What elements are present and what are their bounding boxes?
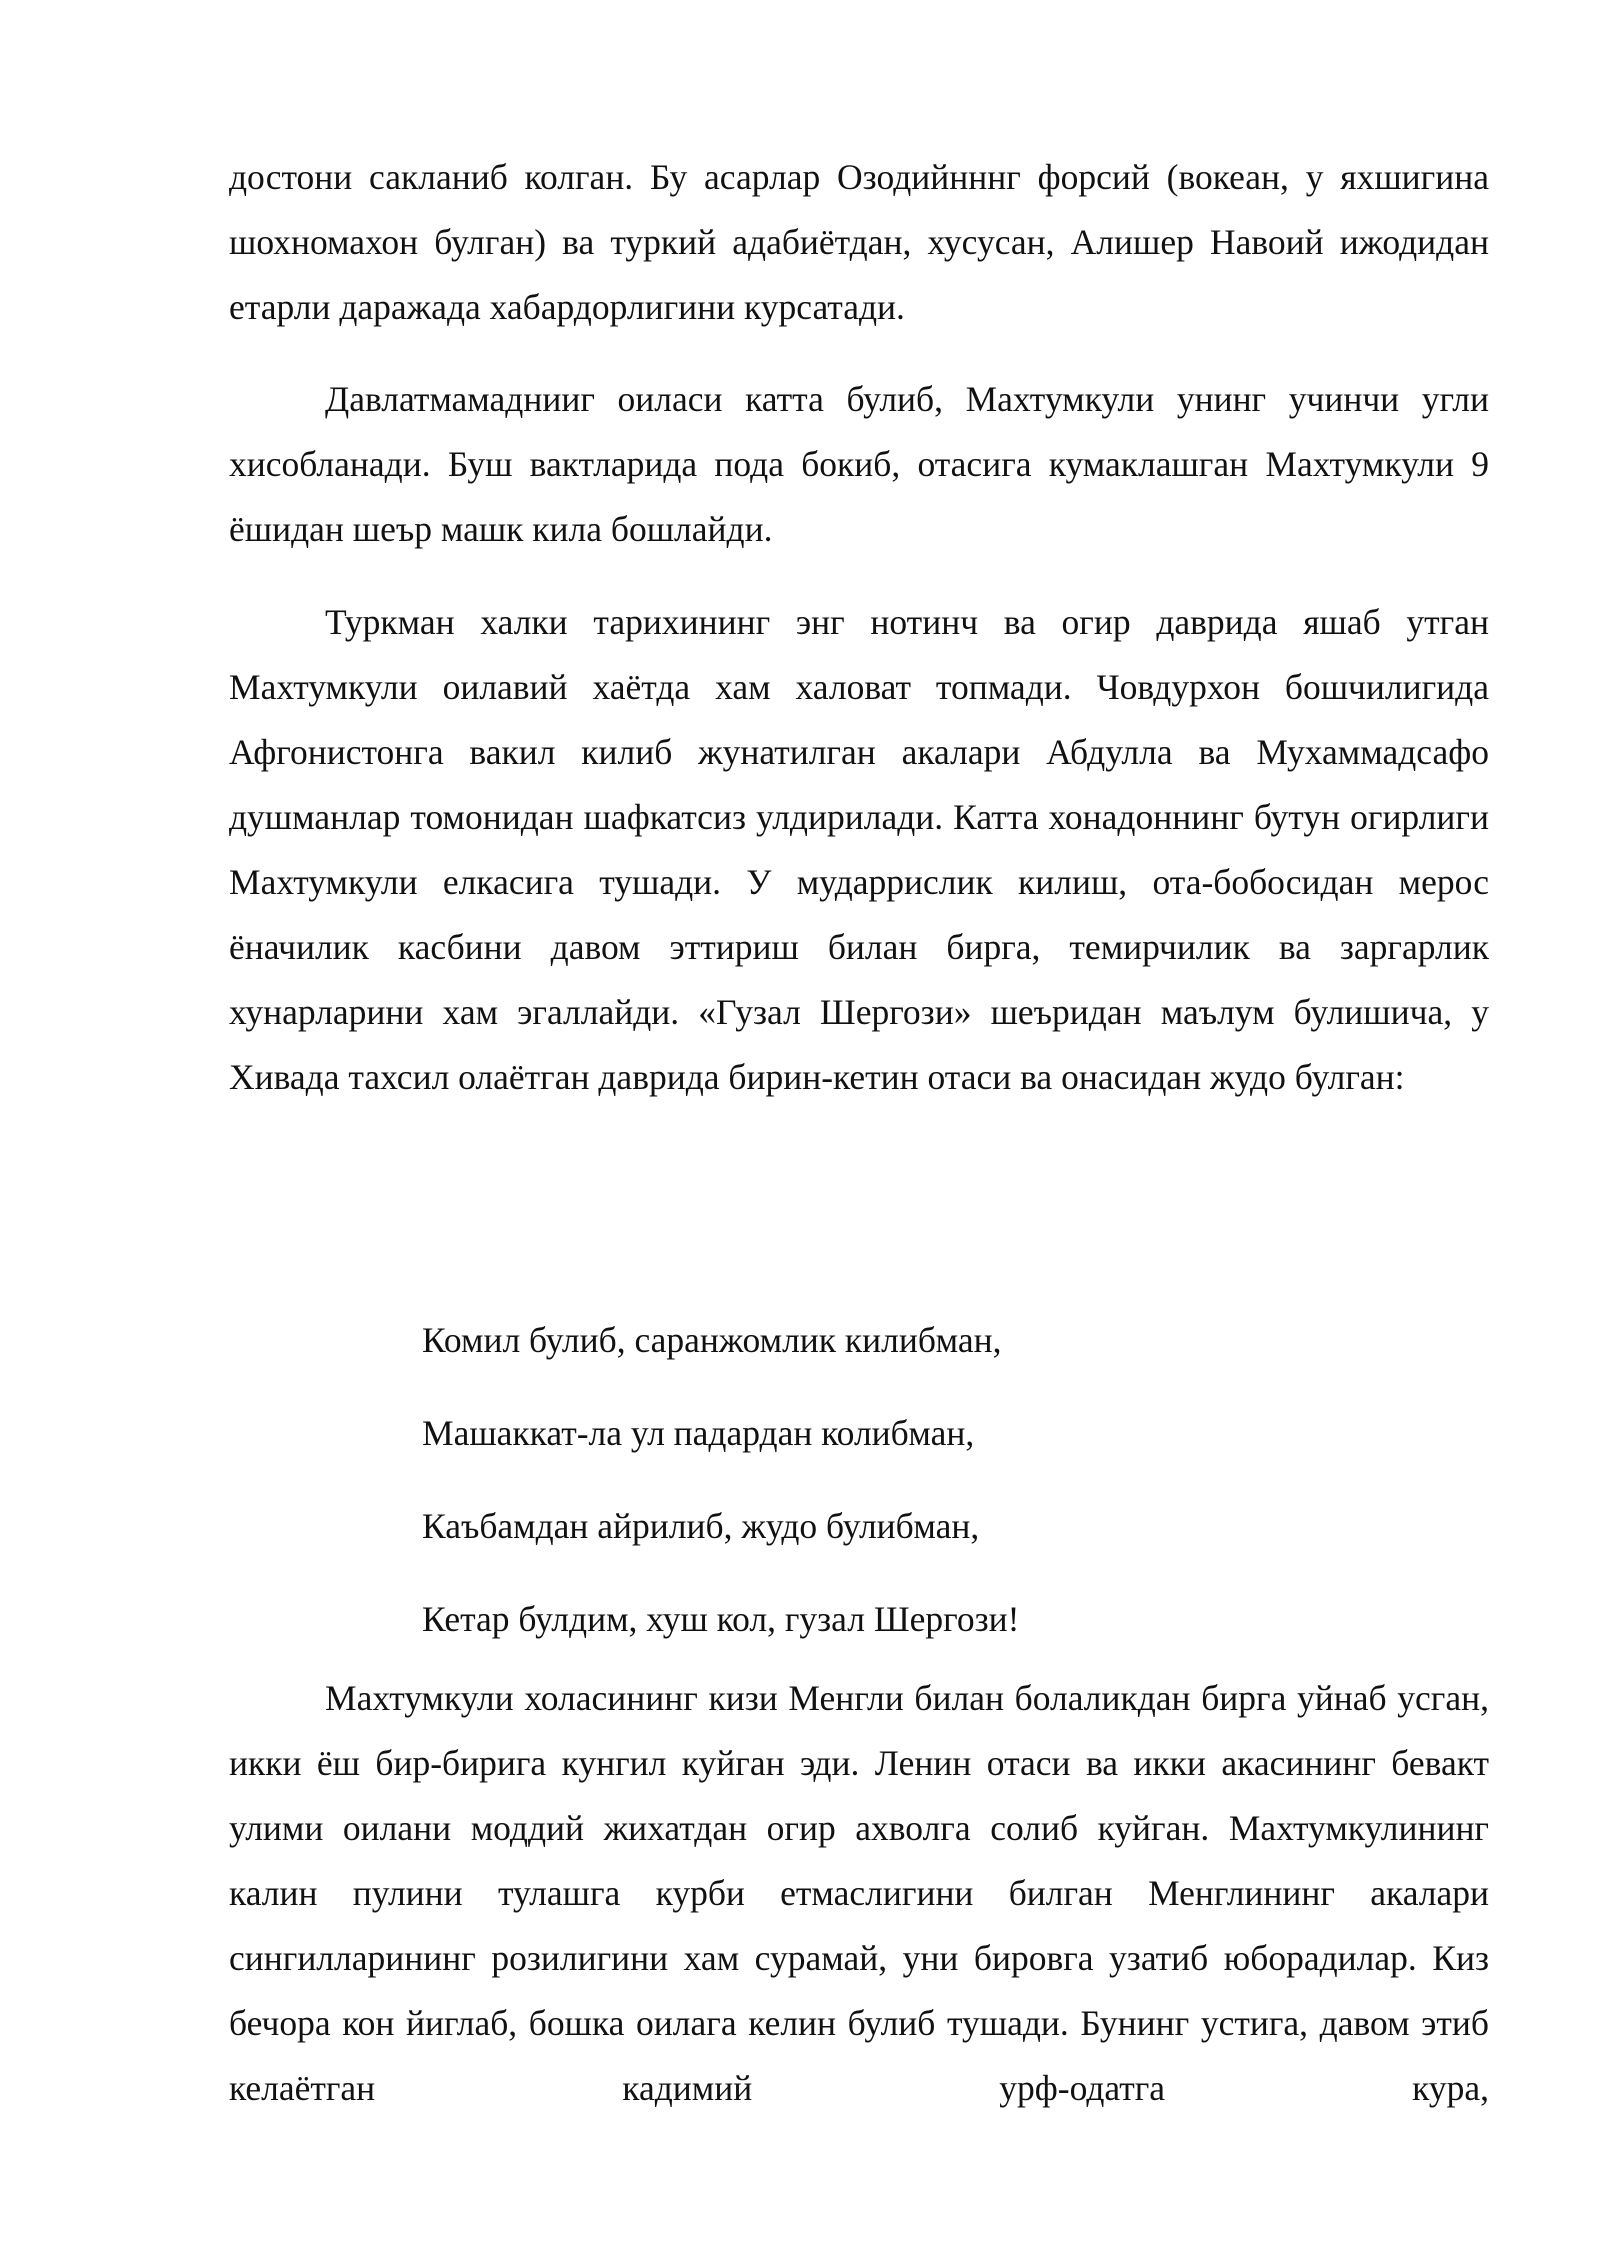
poem-stanza [422,1294,1322,1666]
paragraph-4: Махтумкули холасининг кизи Менгли билан болаликдан бирга уйнаб усган, икки ёш бир-бирига кунгил куйган эди. Ленин отаси ва икки акасининг бевакт улими оилани моддий жихатдан огир ахволга солиб куйган. Махтумкулининг калин пулини тулашга курби етмаслигини билган Менглининг акалари сингилларининг розилигини хам сурамай, уни бировга узатиб юборадилар. Киз бечора кон йиглаб, бошка оилага келин булиб тушади. Бунинг устига, давом этиб келаётган кадимий урф-одатга кура, [229,1678,1489,2108]
poem-line-2: Машаккат-ла ул падардан колибман, [422,1413,975,1453]
paragraph-3: Туркман халки тарихининг энг нотинч ва огир даврида яшаб утган Махтумкули оилавий хаётда хам халоват топмади. Човдурхон бошчилигида Афгонистонга вакил килиб жунатилган акалари Абдулла ва Мухаммадсафо душманлар томонидан шафкатсиз улдирилади. Катта хонадоннинг бутун огирлиги Махтумкули елкасига тушади. У мударрислик килиш, ота-бобосидан мерос ёначилик касбини давом эттириш билан бирга, темирчилик ва заргарлик хунарларини хам эгаллайди. «Гузал Шергози» шеъридан маълум булишича, у Хивада тахсил олаётган даврида бирин-кетин отаси ва онасидан жудо булган: [229,602,1489,1097]
poem-line-4: Кетар булдим, хуш кол, гузал Шергози! [422,1599,1020,1639]
poem-line-3: Каъбамдан айрилиб, жудо булибман, [422,1506,980,1546]
poem-line-1: Комил булиб, саранжомлик килибман, [422,1320,1002,1360]
paragraph-2: Давлатмамаднииг оиласи катта булиб, Махтумкули унинг учинчи угли хисобланади. Буш вактларида пода бокиб, отасига кумаклашган Махтумкули 9 ёшидан шеър машк кила бошлайди. [229,379,1489,549]
paragraph-1: достони сакланиб колган. Бу асарлар Озодийнннг форсий (вокеан, у яхшигина шохномахон булган) ва туркий адабиётдан, хусусан, Алишер Навоий ижодидан етарли даражада хабардорлигини курсатади. [229,157,1489,327]
